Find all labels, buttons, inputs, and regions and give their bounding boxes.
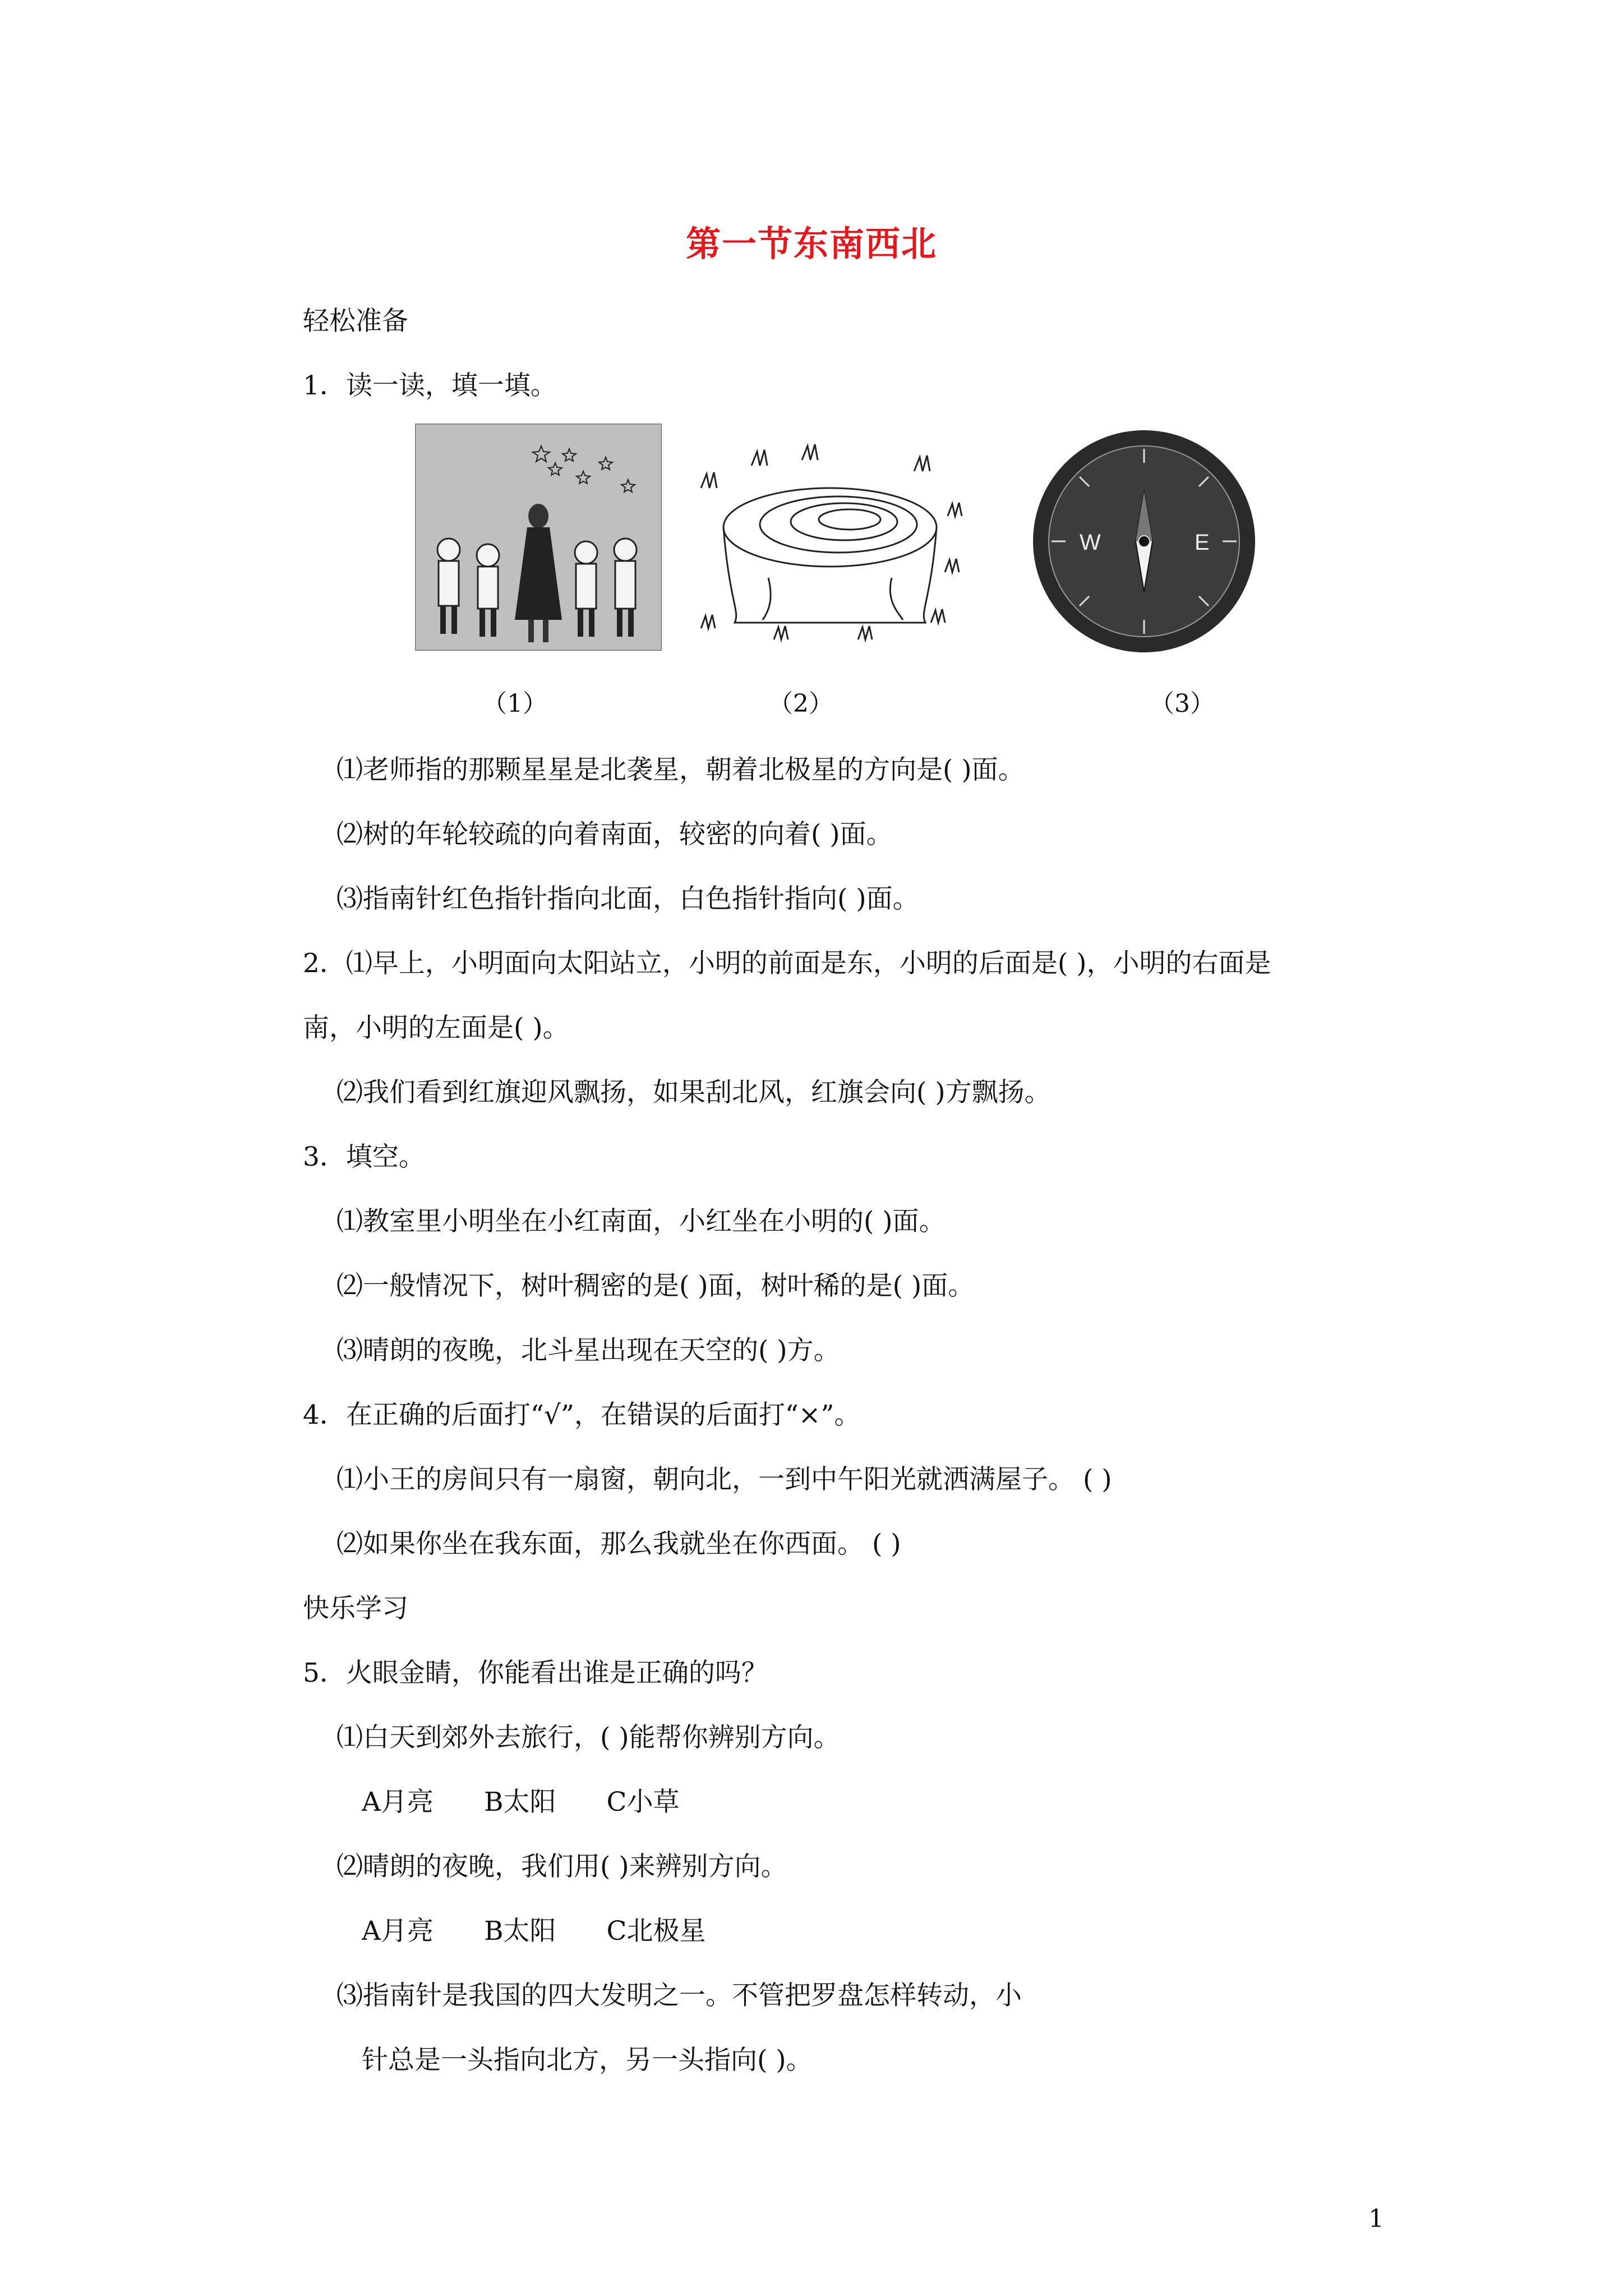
figure-stargazing bbox=[415, 424, 662, 651]
figure-tree-stump bbox=[690, 443, 970, 645]
tree-stump-illustration bbox=[690, 443, 970, 645]
figure-caption-2: （2） bbox=[768, 689, 833, 718]
question-4-item-2: ⑵如果你坐在我东面，那么我就坐在你西面。 ( ) bbox=[336, 1529, 901, 1559]
option-c: C小草 bbox=[606, 1787, 680, 1818]
question-5-item-2: ⑵晴朗的夜晚，我们用( )来辨别方向。 bbox=[336, 1851, 787, 1882]
question-2-item-2: ⑵我们看到红旗迎风飘扬，如果刮北风，红旗会向( )方飘扬。 bbox=[336, 1077, 1051, 1108]
figure-caption-1: （1） bbox=[482, 689, 547, 718]
compass-icon bbox=[1026, 429, 1262, 654]
question-5-item-3-line-2: 针总是一头指向北方，另一头指向( )。 bbox=[362, 2045, 813, 2076]
stargazing-illustration bbox=[415, 424, 662, 651]
question-1-item-1: ⑴老师指的那颗星星是北袭星，朝着北极星的方向是( )面。 bbox=[336, 754, 1025, 785]
page-number: 1 bbox=[1368, 2205, 1384, 2233]
grass-icon bbox=[701, 444, 962, 639]
question-3-item-2: ⑵一般情况下，树叶稠密的是( )面，树叶稀的是( )面。 bbox=[336, 1271, 975, 1301]
question-5-stem: 5．火眼金睛，你能看出谁是正确的吗？ bbox=[303, 1658, 768, 1688]
question-2-line-2: 南，小明的左面是( )。 bbox=[303, 1013, 569, 1043]
question-5-item-1: ⑴白天到郊外去旅行，( )能帮你辨别方向。 bbox=[336, 1722, 840, 1753]
question-1-stem: 1．读一读，填一填。 bbox=[303, 370, 557, 401]
question-2-line-1: 2．⑴早上，小明面向太阳站立，小明的前面是东，小明的后面是( )，小明的右面是 bbox=[303, 948, 1271, 979]
section-heading-happy: 快乐学习 bbox=[303, 1593, 408, 1624]
section-heading-prep: 轻松准备 bbox=[303, 306, 408, 337]
question-3-item-3: ⑶晴朗的夜晚，北斗星出现在天空的( )方。 bbox=[336, 1335, 840, 1366]
question-5-options-1 bbox=[362, 1781, 730, 1819]
figure-caption-3: （3） bbox=[1150, 689, 1215, 718]
question-1-item-2: ⑵树的年轮较疏的向着南面，较密的向着( )面。 bbox=[336, 819, 893, 850]
compass-west-label: W bbox=[1080, 530, 1101, 555]
compass-east-label: E bbox=[1195, 530, 1210, 555]
question-4-item-1: ⑴小王的房间只有一扇窗，朝向北，一到中午阳光就洒满屋子。 ( ) bbox=[336, 1464, 1112, 1495]
figure-compass bbox=[1026, 429, 1262, 654]
question-1-item-3: ⑶指南针红色指针指向北面，白色指针指向( )面。 bbox=[336, 884, 919, 914]
question-3-item-1: ⑴教室里小明坐在小红南面，小红坐在小明的( )面。 bbox=[336, 1206, 946, 1237]
option-a: A月亮 bbox=[362, 1787, 434, 1818]
option-b: B太阳 bbox=[483, 1787, 556, 1818]
question-3-stem: 3．填空。 bbox=[303, 1142, 425, 1172]
question-5-options-2 bbox=[362, 1910, 756, 1948]
option-a: A月亮 bbox=[362, 1916, 434, 1947]
page-title: 第一节东南西北 bbox=[685, 223, 937, 264]
option-c: C北极星 bbox=[606, 1916, 706, 1947]
option-b: B太阳 bbox=[483, 1916, 556, 1947]
question-5-item-3-line-1: ⑶指南针是我国的四大发明之一。不管把罗盘怎样转动，小 bbox=[336, 1980, 1022, 2011]
question-4-stem: 4．在正确的后面打“√”，在错误的后面打“×”。 bbox=[303, 1400, 861, 1430]
